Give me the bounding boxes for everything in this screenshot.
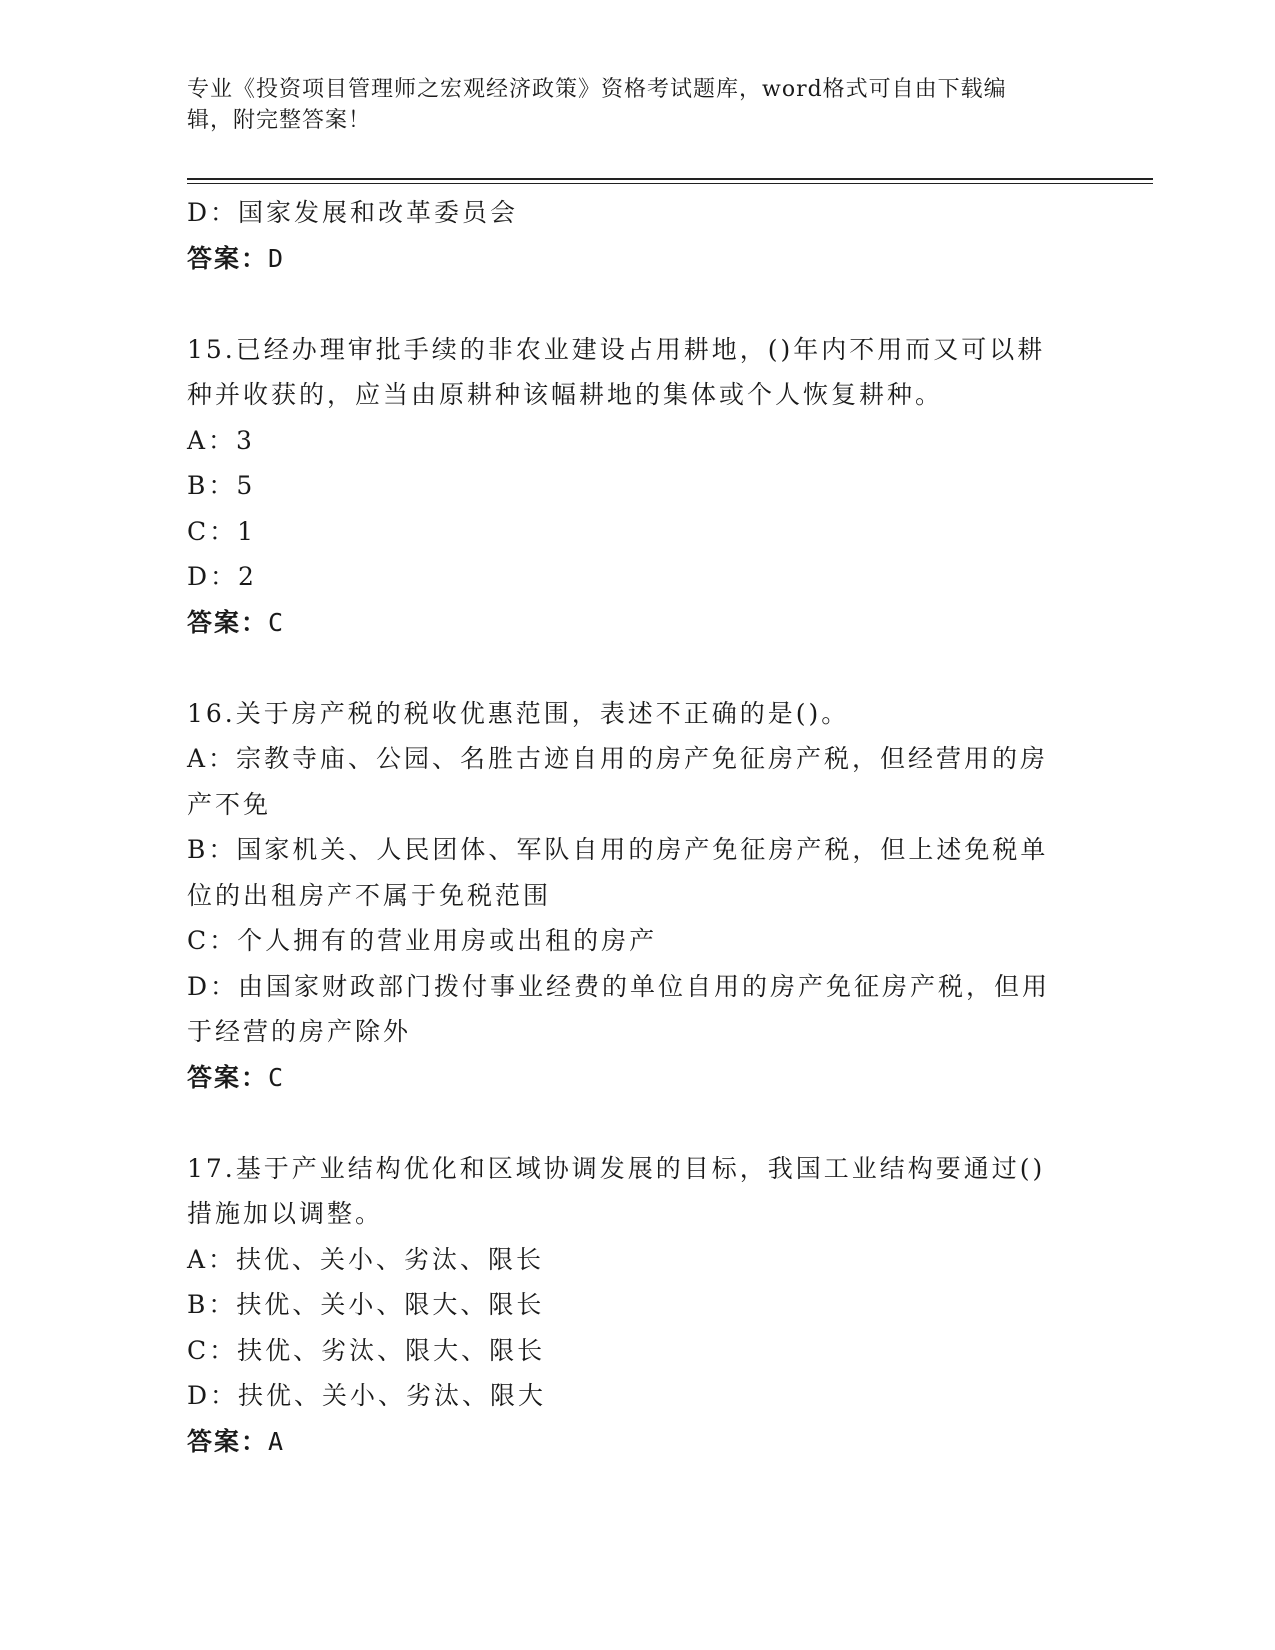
answer-label: 答案： [187, 1062, 269, 1092]
answer [187, 1055, 1077, 1101]
spacer [187, 281, 1077, 327]
option-a: A：宗教寺庙、公园、名胜古迹自用的房产免征房产税，但经营用的房 [187, 744, 1049, 773]
option-b: B：扶优、关小、限大、限长 [187, 1290, 545, 1319]
header-rule-thick [187, 178, 1153, 180]
option-a-continued: 产不免 [187, 789, 272, 819]
question-stem-line: 17.基于产业结构优化和区域协调发展的目标，我国工业结构要通过() [187, 1153, 1046, 1183]
option-d: D：扶优、关小、劣汰、限大 [187, 1381, 547, 1410]
option-b: B：国家机关、人民团体、军队自用的房产免征房产税，但上述免税单 [187, 835, 1049, 864]
answer [187, 600, 1077, 646]
page-header [187, 74, 1067, 136]
answer-label: 答案： [187, 243, 269, 273]
answer-label: 答案： [187, 607, 269, 637]
option-b-continued: 位的出租房产不属于免税范围 [187, 880, 552, 910]
header-line-2: 辑，附完整答案！ [187, 108, 372, 133]
question-15 [187, 327, 1077, 646]
option-d: D：2 [187, 562, 257, 591]
answer-value: C [268, 607, 286, 637]
prev-option-d: D：国家发展和改革委员会 [187, 198, 519, 227]
option-d: D：由国家财政部门拨付事业经费的单位自用的房产免征房产税，但用 [187, 971, 1051, 1001]
answer-label: 答案： [187, 1426, 269, 1456]
option-d-continued: 于经营的房产除外 [187, 1017, 412, 1046]
spacer [187, 645, 1077, 691]
question-stem-line: 16.关于房产税的税收优惠范围，表述不正确的是()。 [187, 698, 850, 728]
answer-value: D [268, 243, 286, 273]
question-list [187, 190, 1077, 1464]
answer [187, 1419, 1077, 1465]
question-17 [187, 1146, 1077, 1465]
question-stem-line: 种并收获的，应当由原耕种该幅耕地的集体或个人恢复耕种。 [187, 380, 944, 409]
question-16 [187, 691, 1077, 1101]
prev-answer [187, 236, 1077, 282]
question-stem-line: 15.已经办理审批手续的非农业建设占用耕地，()年内不用而又可以耕 [187, 334, 1046, 364]
option-c: C：扶优、劣汰、限大、限长 [187, 1335, 546, 1365]
answer-value: A [268, 1426, 286, 1456]
answer-value: C [268, 1062, 286, 1092]
question-stem-line: 措施加以调整。 [187, 1199, 384, 1228]
header-rule-thin [187, 183, 1153, 184]
spacer [187, 1100, 1077, 1146]
option-c: C：1 [187, 516, 257, 546]
option-b: B：5 [187, 471, 256, 500]
option-a: A：扶优、关小、劣汰、限长 [187, 1244, 545, 1274]
header-line-1: 专业《投资项目管理师之宏观经济政策》资格考试题库，word格式可自由下载编 [187, 77, 1007, 102]
option-c: C：个人拥有的营业用房或出租的房产 [187, 926, 658, 955]
option-a: A：3 [187, 425, 255, 455]
